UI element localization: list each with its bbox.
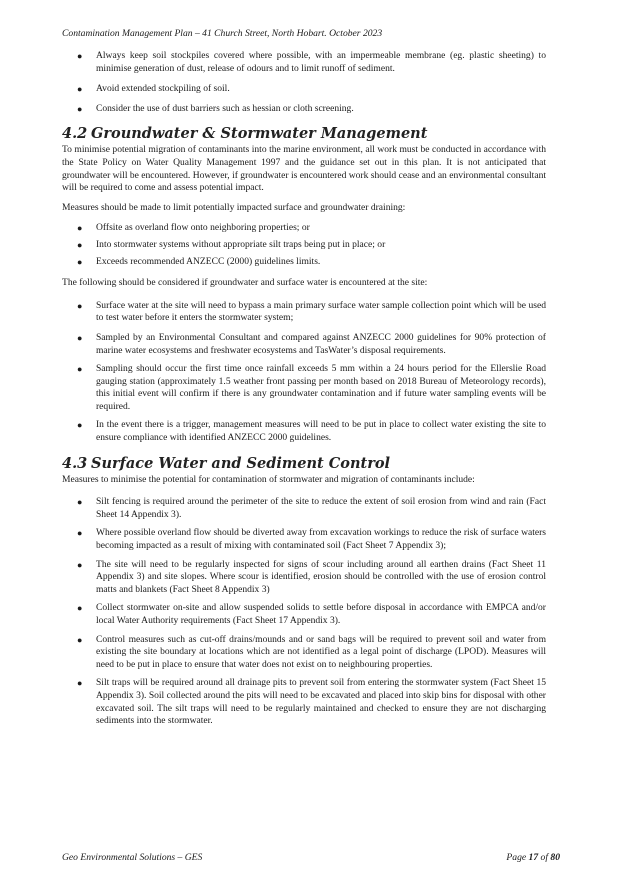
page-current: 17	[528, 852, 539, 863]
bullet-icon: ●	[77, 364, 83, 375]
sediment-control-bullet-list	[62, 496, 546, 728]
page-number	[506, 852, 560, 863]
bullet-icon: ●	[77, 84, 83, 95]
list-item-text: Consider the use of dust barriers such as hessian or cloth screening.	[96, 102, 354, 114]
bullet-icon: ●	[77, 420, 83, 431]
considerations-bullet-list	[62, 300, 546, 445]
bullet-icon: ●	[77, 256, 83, 267]
section-title: Surface Water and Sediment Control	[91, 454, 391, 472]
list-item	[62, 103, 546, 116]
running-header: Contamination Management Plan – 41 Church Street, North Hobart. October 2023	[62, 28, 383, 39]
list-item-text: Into stormwater systems without appropriate silt traps being put in place; or	[96, 238, 386, 250]
bullet-icon: ●	[77, 528, 83, 539]
page-prefix: Page	[506, 852, 529, 863]
bullet-icon: ●	[77, 223, 83, 234]
section-heading-4-2	[62, 125, 546, 143]
list-item-text: Collect stormwater on-site and allow suspended solids to settle before disposal in accordance with EMPCA and/or local Water Authority requirements (Fact Sheet 17 Appendix 3).	[96, 602, 546, 626]
list-item-text: Offsite as overland flow onto neighboring properties; or	[96, 222, 310, 234]
section-number: 4.2	[62, 125, 88, 143]
list-item-text: Exceeds recommended ANZECC (2000) guidelines limits.	[96, 255, 321, 267]
list-item	[62, 256, 546, 269]
list-item-text: Sampling should occur the first time once rainfall exceeds 5 mm within a 24 hours period for the Ellerslie Road gauging station (approximately 1.5 weather front passing per month based on 2018 Bureau of Meteorology records), this initial event will confirm if there is any groundwater contamination and if future water sampling events will be required.	[96, 363, 546, 412]
bullet-icon: ●	[77, 678, 83, 689]
intro-bullet-list	[62, 50, 546, 115]
page-content	[62, 50, 546, 728]
list-item-text: Sampled by an Environmental Consultant and compared against ANZECC 2000 guidelines for 90% protection of marine water ecosystems and freshwater ecosystems and TasWater’s disposal requirements.	[96, 331, 546, 356]
list-item-text: Avoid extended stockpiling of soil.	[96, 83, 230, 95]
list-item-text: Silt fencing is required around the perimeter of the site to reduce the extent of soil erosion from wind and rain (Fact Sheet 14 Appendix 3).	[96, 496, 546, 520]
list-item-text: Silt traps will be required around all drainage pits to prevent soil from entering the stormwater system (Fact Sheet 15 Appendix 3). Soil collected around the pits will need to be excavated and placed into skip bins for disposal with other excavated soil. The silt traps will need to be regularly maintained and checked to ensure they are not discharging sediments into the stormwater.	[96, 677, 546, 727]
bullet-icon: ●	[77, 332, 83, 343]
bullet-icon: ●	[77, 559, 83, 570]
list-item	[62, 300, 546, 325]
paragraph: Measures should be made to limit potentially impacted surface and groundwater draining:	[62, 201, 406, 213]
list-item-text: Always keep soil stockpiles covered where possible, with an impermeable membrane (eg. plastic sheeting) to minimise generation of dust, release of odours and to limit runoff of sediment.	[96, 50, 546, 74]
section-heading-4-3	[62, 455, 546, 473]
list-item	[62, 602, 546, 627]
list-item	[62, 332, 546, 357]
list-item-text: The site will need to be regularly inspected for signs of scour including around all earthen drains (Fact Sheet 11 Appendix 3) and site slopes. Where scour is identified, erosion should be controlled with the use of erosion control matts and blankets (Fact Sheet 8 Appendix 3)	[96, 558, 546, 595]
bullet-icon: ●	[77, 634, 83, 645]
list-item	[62, 527, 546, 552]
page-separator: of	[538, 852, 551, 863]
list-item	[62, 419, 546, 444]
paragraph: To minimise potential migration of contaminants into the marine environment, all work must be conducted in accordance with the State Policy on Water Quality Management 1997 and the guidance set out in this plan. It is not anticipated that groundwater will be encountered. However, if groundwater is encountered work should cease and an environmental consultant will be required to come and assess potential impact.	[62, 144, 546, 194]
paragraph: Measures to minimise the potential for contamination of stormwater and migration of contaminants include:	[62, 473, 475, 485]
bullet-icon: ●	[77, 103, 83, 114]
list-item	[62, 222, 546, 235]
list-item	[62, 496, 546, 521]
running-footer	[62, 852, 560, 863]
paragraph: The following should be considered if groundwater and surface water is encountered at the site:	[62, 277, 428, 289]
list-item-text: Control measures such as cut-off drains/mounds and or sand bags will be required to prevent soil and water from existing the site boundary at locations which are not identified as a legal point of discharge (LPOD). Measures will need to be put in place to ensure that water does not exist on to neighbouring properties.	[96, 633, 546, 670]
list-item	[62, 83, 546, 96]
bullet-icon: ●	[77, 603, 83, 614]
bullet-icon: ●	[77, 51, 83, 61]
bullet-icon: ●	[77, 300, 83, 311]
footer-company: Geo Environmental Solutions – GES	[62, 852, 203, 863]
section-title: Groundwater & Stormwater Management	[91, 125, 428, 143]
page-total: 80	[550, 852, 560, 863]
list-item	[62, 559, 546, 597]
bullet-icon: ●	[77, 239, 83, 250]
list-item	[62, 363, 546, 413]
list-item	[62, 239, 546, 252]
draining-bullet-list	[62, 222, 546, 268]
list-item-text: In the event there is a trigger, management measures will need to be put in place to collect water existing the site to ensure compliance with identified ANZECC 2000 guidelines.	[96, 419, 546, 444]
bullet-icon: ●	[77, 497, 83, 508]
section-number: 4.3	[62, 454, 88, 472]
list-item-text: Surface water at the site will need to bypass a main primary surface water sample collection point which will be used to test water before it enters the stormwater system;	[96, 299, 546, 324]
list-item-text: Where possible overland flow should be diverted away from excavation workings to reduce the risk of surface waters becoming impacted as a result of mixing with contaminated soil (Fact Sheet 7 Appendix 3);	[96, 527, 546, 552]
list-item	[62, 634, 546, 672]
list-item	[62, 50, 546, 75]
list-item	[62, 677, 546, 727]
